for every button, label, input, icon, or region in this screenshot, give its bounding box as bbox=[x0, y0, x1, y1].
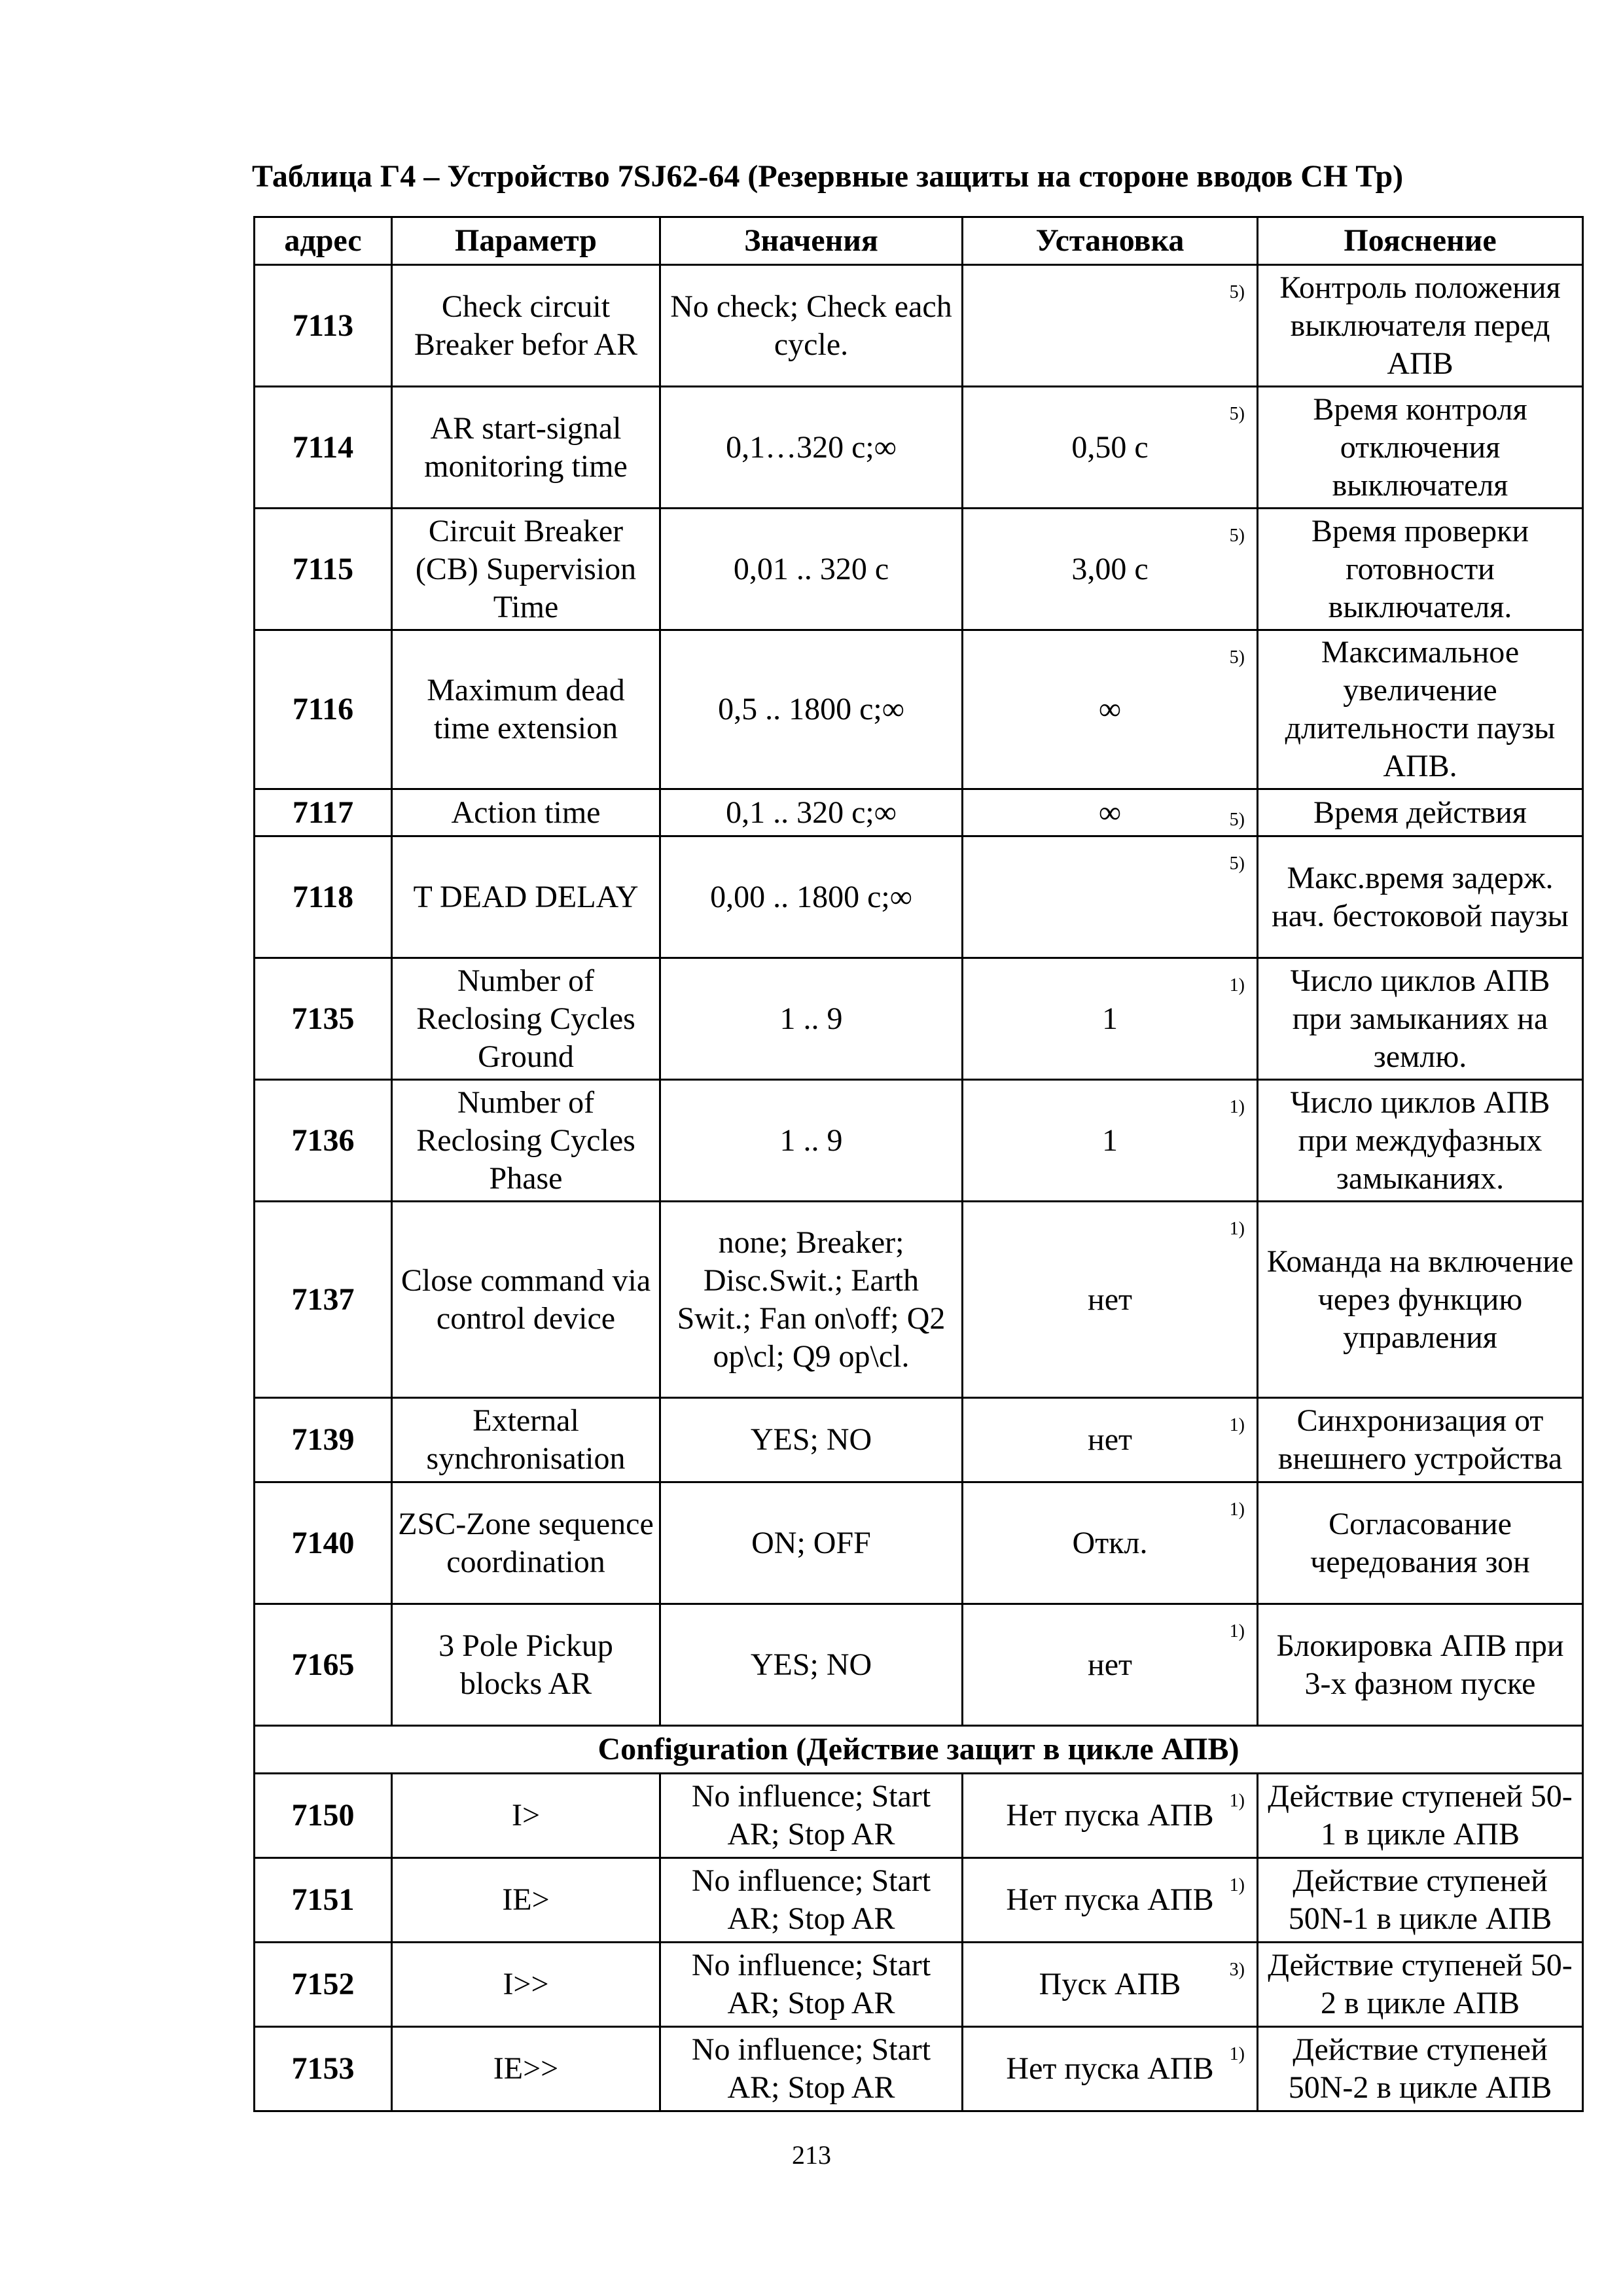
cell-values: YES; NO bbox=[660, 1604, 963, 1726]
cell-setting bbox=[963, 1943, 1258, 2027]
cell-addr: 7114 bbox=[255, 387, 392, 509]
footnote-mark: 1) bbox=[1229, 1791, 1245, 1811]
footnote-mark: 5) bbox=[1229, 647, 1245, 668]
cell-setting bbox=[963, 1080, 1258, 1202]
cell-addr: 7115 bbox=[255, 509, 392, 630]
footnote-mark: 1) bbox=[1229, 1499, 1245, 1520]
setting-value: 1 bbox=[1102, 1001, 1118, 1036]
cell-param: Check circuit Breaker befor AR bbox=[392, 265, 660, 387]
col-header-setting: Установка bbox=[963, 217, 1258, 265]
cell-addr: 7113 bbox=[255, 265, 392, 387]
cell-param: IE> bbox=[392, 1858, 660, 1943]
cell-note: Число циклов АПВ при замыканиях на землю. bbox=[1258, 958, 1583, 1080]
table-row bbox=[255, 509, 1583, 630]
setting-value: Пуск АПВ bbox=[1039, 1967, 1181, 2001]
cell-setting bbox=[963, 789, 1258, 836]
table-row bbox=[255, 1858, 1583, 1943]
cell-setting bbox=[963, 265, 1258, 387]
cell-setting bbox=[963, 836, 1258, 958]
cell-setting bbox=[963, 387, 1258, 509]
cell-addr: 7139 bbox=[255, 1398, 392, 1482]
cell-note: Действие ступеней 50N-1 в цикле АПВ bbox=[1258, 1858, 1583, 1943]
cell-setting bbox=[963, 630, 1258, 789]
cell-note: Время контроля отключения выключателя bbox=[1258, 387, 1583, 509]
cell-param: I>> bbox=[392, 1943, 660, 2027]
setting-value: 3,00 с bbox=[1071, 551, 1149, 586]
cell-addr: 7116 bbox=[255, 630, 392, 789]
footnote-mark: 1) bbox=[1229, 1621, 1245, 1641]
cell-values: 1 .. 9 bbox=[660, 1080, 963, 1202]
cell-addr: 7118 bbox=[255, 836, 392, 958]
cell-addr: 7135 bbox=[255, 958, 392, 1080]
cell-addr: 7150 bbox=[255, 1774, 392, 1858]
cell-param: Circuit Breaker (CB) Supervision Time bbox=[392, 509, 660, 630]
cell-setting bbox=[963, 1604, 1258, 1726]
cell-addr: 7117 bbox=[255, 789, 392, 836]
cell-param: T DEAD DELAY bbox=[392, 836, 660, 958]
page-number: 213 bbox=[792, 2140, 831, 2170]
table-row bbox=[255, 265, 1583, 387]
cell-note: Действие ступеней 50N-2 в цикле АПВ bbox=[1258, 2027, 1583, 2111]
cell-note: Действие ступеней 50-2 в цикле АПВ bbox=[1258, 1943, 1583, 2027]
cell-values: ON; OFF bbox=[660, 1482, 963, 1604]
cell-setting bbox=[963, 1774, 1258, 1858]
cell-setting bbox=[963, 1398, 1258, 1482]
table-row bbox=[255, 958, 1583, 1080]
section-title: Configuration (Действие защит в цикле АПВ) bbox=[255, 1726, 1583, 1774]
cell-values: 1 .. 9 bbox=[660, 958, 963, 1080]
table-row bbox=[255, 836, 1583, 958]
cell-addr: 7140 bbox=[255, 1482, 392, 1604]
footnote-mark: 1) bbox=[1229, 1219, 1245, 1239]
cell-note: Блокировка АПВ при 3-х фазном пуске bbox=[1258, 1604, 1583, 1726]
col-header-addr: адрес bbox=[255, 217, 392, 265]
cell-setting bbox=[963, 958, 1258, 1080]
setting-value: ∞ bbox=[1098, 795, 1122, 830]
cell-note: Контроль положения выключателя перед АПВ bbox=[1258, 265, 1583, 387]
cell-setting bbox=[963, 1858, 1258, 1943]
table-row bbox=[255, 1482, 1583, 1604]
cell-note: Время проверки готовности выключателя. bbox=[1258, 509, 1583, 630]
setting-value: нет bbox=[1088, 1422, 1132, 1457]
table-row bbox=[255, 1202, 1583, 1398]
cell-param: Number of Reclosing Cycles Phase bbox=[392, 1080, 660, 1202]
cell-values: No check; Check each cycle. bbox=[660, 265, 963, 387]
cell-param: Close command via control device bbox=[392, 1202, 660, 1398]
table-row bbox=[255, 789, 1583, 836]
footnote-mark: 5) bbox=[1229, 282, 1245, 302]
cell-values: No influence; Start AR; Stop AR bbox=[660, 1774, 963, 1858]
cell-param: ZSC-Zone sequence coordination bbox=[392, 1482, 660, 1604]
col-header-values: Значения bbox=[660, 217, 963, 265]
cell-param: 3 Pole Pickup blocks AR bbox=[392, 1604, 660, 1726]
header-row bbox=[255, 217, 1583, 265]
cell-values: 0,5 .. 1800 с;∞ bbox=[660, 630, 963, 789]
setting-value: Нет пуска АПВ bbox=[1006, 2051, 1214, 2086]
table-row bbox=[255, 1774, 1583, 1858]
cell-setting bbox=[963, 2027, 1258, 2111]
table-row bbox=[255, 630, 1583, 789]
cell-values: 0,1 .. 320 с;∞ bbox=[660, 789, 963, 836]
table-row bbox=[255, 387, 1583, 509]
footnote-mark: 5) bbox=[1229, 526, 1245, 546]
footnote-mark: 5) bbox=[1229, 810, 1245, 830]
cell-note: Максимальное увеличение длительности паузы АПВ. bbox=[1258, 630, 1583, 789]
setting-value: Нет пуска АПВ bbox=[1006, 1798, 1214, 1833]
footnote-mark: 1) bbox=[1229, 1415, 1245, 1435]
cell-param: Number of Reclosing Cycles Ground bbox=[392, 958, 660, 1080]
cell-note: Команда на включение через функцию управления bbox=[1258, 1202, 1583, 1398]
table-caption: Таблица Г4 – Устройство 7SJ62-64 (Резервные защиты на стороне вводов СН Тр) bbox=[252, 159, 1404, 194]
cell-param: Maximum dead time extension bbox=[392, 630, 660, 789]
parameter-table bbox=[253, 216, 1584, 2112]
table-row bbox=[255, 1398, 1583, 1482]
cell-note: Согласование чередования зон bbox=[1258, 1482, 1583, 1604]
cell-param: Action time bbox=[392, 789, 660, 836]
footnote-mark: 5) bbox=[1229, 404, 1245, 424]
setting-value: Нет пуска АПВ bbox=[1006, 1882, 1214, 1917]
cell-addr: 7165 bbox=[255, 1604, 392, 1726]
cell-param: AR start-signal monitoring time bbox=[392, 387, 660, 509]
cell-addr: 7137 bbox=[255, 1202, 392, 1398]
cell-param: External synchronisation bbox=[392, 1398, 660, 1482]
cell-values: 0,01 .. 320 с bbox=[660, 509, 963, 630]
footnote-mark: 1) bbox=[1229, 2044, 1245, 2064]
footnote-mark: 3) bbox=[1229, 1960, 1245, 1980]
cell-values: none; Breaker; Disc.Swit.; Earth Swit.; Fan on\off; Q2 op\cl; Q9 op\cl. bbox=[660, 1202, 963, 1398]
setting-value: 0,50 с bbox=[1071, 429, 1149, 465]
cell-values: No influence; Start AR; Stop AR bbox=[660, 2027, 963, 2111]
cell-addr: 7153 bbox=[255, 2027, 392, 2111]
cell-note: Синхронизация от внешнего устройства bbox=[1258, 1398, 1583, 1482]
cell-addr: 7136 bbox=[255, 1080, 392, 1202]
footnote-mark: 1) bbox=[1229, 1097, 1245, 1117]
col-header-note: Пояснение bbox=[1258, 217, 1583, 265]
setting-value: Откл. bbox=[1072, 1525, 1148, 1560]
table-row bbox=[255, 1943, 1583, 2027]
setting-value: 1 bbox=[1102, 1122, 1118, 1158]
table-row bbox=[255, 1080, 1583, 1202]
table-row bbox=[255, 1604, 1583, 1726]
cell-values: YES; NO bbox=[660, 1398, 963, 1482]
cell-values: No influence; Start AR; Stop AR bbox=[660, 1943, 963, 2027]
table-row bbox=[255, 2027, 1583, 2111]
col-header-param: Параметр bbox=[392, 217, 660, 265]
cell-values: 0,1…320 c;∞ bbox=[660, 387, 963, 509]
cell-values: No influence; Start AR; Stop AR bbox=[660, 1858, 963, 1943]
footnote-mark: 1) bbox=[1229, 975, 1245, 996]
cell-setting bbox=[963, 1202, 1258, 1398]
setting-value: нет bbox=[1088, 1282, 1132, 1317]
cell-note: Действие ступеней 50-1 в цикле АПВ bbox=[1258, 1774, 1583, 1858]
footnote-mark: 5) bbox=[1229, 853, 1245, 874]
cell-param: I> bbox=[392, 1774, 660, 1858]
cell-values: 0,00 .. 1800 с;∞ bbox=[660, 836, 963, 958]
cell-addr: 7151 bbox=[255, 1858, 392, 1943]
section-row bbox=[255, 1726, 1583, 1774]
cell-note: Макс.время задерж. нач. бестоковой паузы bbox=[1258, 836, 1583, 958]
cell-setting bbox=[963, 1482, 1258, 1604]
setting-value: нет bbox=[1088, 1647, 1132, 1682]
footnote-mark: 1) bbox=[1229, 1875, 1245, 1895]
cell-note: Время действия bbox=[1258, 789, 1583, 836]
setting-value: ∞ bbox=[1098, 692, 1122, 726]
cell-addr: 7152 bbox=[255, 1943, 392, 2027]
cell-note: Число циклов АПВ при междуфазных замыканиях. bbox=[1258, 1080, 1583, 1202]
cell-param: IE>> bbox=[392, 2027, 660, 2111]
cell-setting bbox=[963, 509, 1258, 630]
